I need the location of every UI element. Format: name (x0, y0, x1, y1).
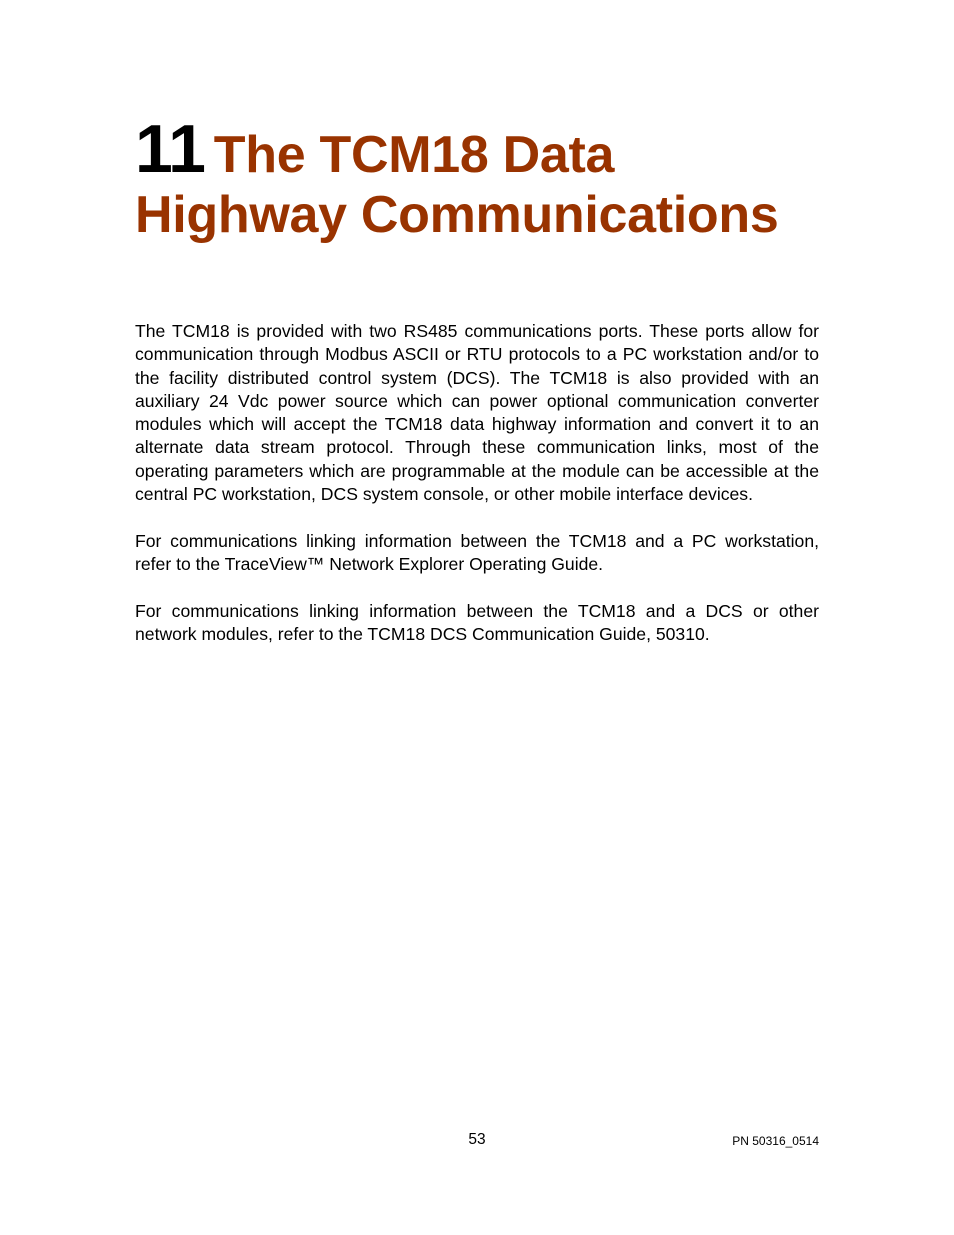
chapter-title-line2: Highway Communications (135, 186, 779, 244)
chapter-heading (135, 111, 835, 248)
body-text (135, 320, 819, 669)
paragraph-pc-workstation: For communications linking information between the TCM18 and a PC workstation, refer to the TraceView™ Network Explorer Operating Guide. (135, 530, 819, 574)
paragraph-intro: The TCM18 is provided with two RS485 communications ports. These ports allow for communication through Modbus ASCII or RTU protocols to a PC workstation and/or to the facility distributed control system (DCS). The TCM18 is also provided with an auxiliary 24 Vdc power source which can power optional communication converter modules which will accept the TCM18 data highway information and convert it to an alternate data stream protocol. Through these communication links, most of the operating parameters which are programmable at the module can be accessible at the central PC workstation, DCS system console, or other mobile interface devices. (135, 321, 819, 505)
page-number: 53 (468, 1131, 486, 1148)
chapter-title-line1: The TCM18 Data (213, 126, 615, 184)
paragraph-dcs: For communications linking information between the TCM18 and a DCS or other network modules, refer to the TCM18 DCS Communication Guide, 50310. (135, 600, 819, 644)
part-number: PN 50316_0514 (732, 1134, 819, 1148)
chapter-number: 11 (135, 111, 205, 187)
